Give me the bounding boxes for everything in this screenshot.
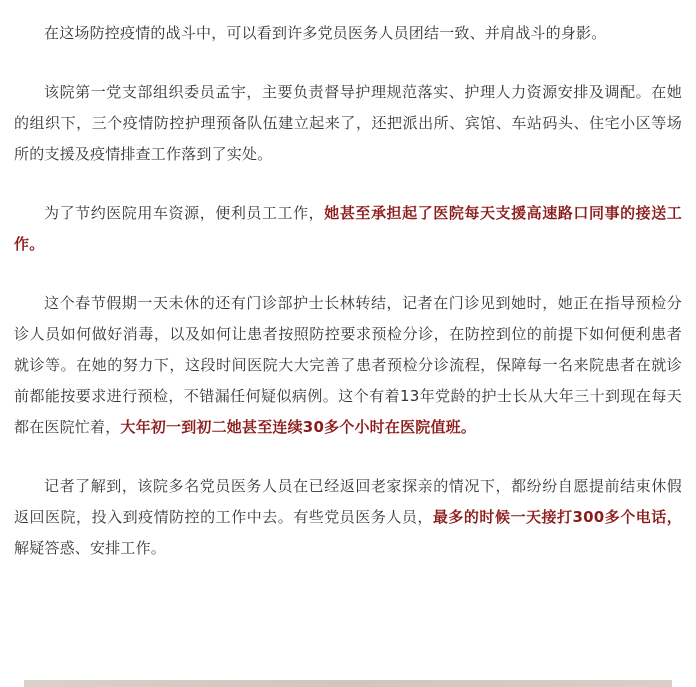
paragraph-text: 解疑答惑、安排工作。: [14, 539, 167, 557]
article-photo-edge: [24, 680, 672, 687]
highlighted-text: 她甚至承担起了医院每天支援高速路口同事的接送工作。: [14, 204, 682, 253]
article-body: [14, 18, 682, 592]
highlighted-text: 最多的时候一天接打300多个电话，: [432, 508, 682, 526]
paragraph-intro: [14, 18, 682, 49]
paragraph-lin-zhuanjie: [14, 288, 682, 443]
highlighted-text: 大年初一到初二她甚至连续30多个小时在医院值班。: [120, 418, 477, 436]
paragraph-meng-yu: [14, 77, 682, 170]
paragraph-text: 记者了解到，该院多名党员医务人员在已经返回老家探亲的情况下，都纷纷自愿提前结束休假返回医院，投入到疫情防控的工作中去。有些党员医务人员，: [14, 477, 682, 526]
paragraph-vehicle-resources: [14, 198, 682, 260]
paragraph-returned-staff: [14, 471, 682, 564]
paragraph-text: 这个春节假期一天未休的还有门诊部护士长林转结，记者在门诊见到她时，她正在指导预检分诊人员如何做好消毒，以及如何让患者按照防控要求预检分诊，在防控到位的前提下如何便利患者就诊等。在她的努力下，这段时间医院大大完善了患者预检分诊流程，保障每一名来院患者在就诊前都能按要求进行预检，不错漏任何疑似病例。这个有着13年党龄的护士长从大年三十到现在每天都在医院忙着，: [14, 294, 682, 436]
paragraph-text: 为了节约医院用车资源，便利员工工作，: [44, 204, 325, 222]
paragraph-text: 该院第一党支部组织委员孟宇，主要负责督导护理规范落实、护理人力资源安排及调配。在她的组织下，三个疫情防控护理预备队伍建立起来了，还把派出所、宾馆、车站码头、住宅小区等场所的支援及疫情排查工作落到了实处。: [14, 83, 682, 163]
paragraph-text: 在这场防控疫情的战斗中，可以看到许多党员医务人员团结一致、并肩战斗的身影。: [44, 24, 607, 42]
